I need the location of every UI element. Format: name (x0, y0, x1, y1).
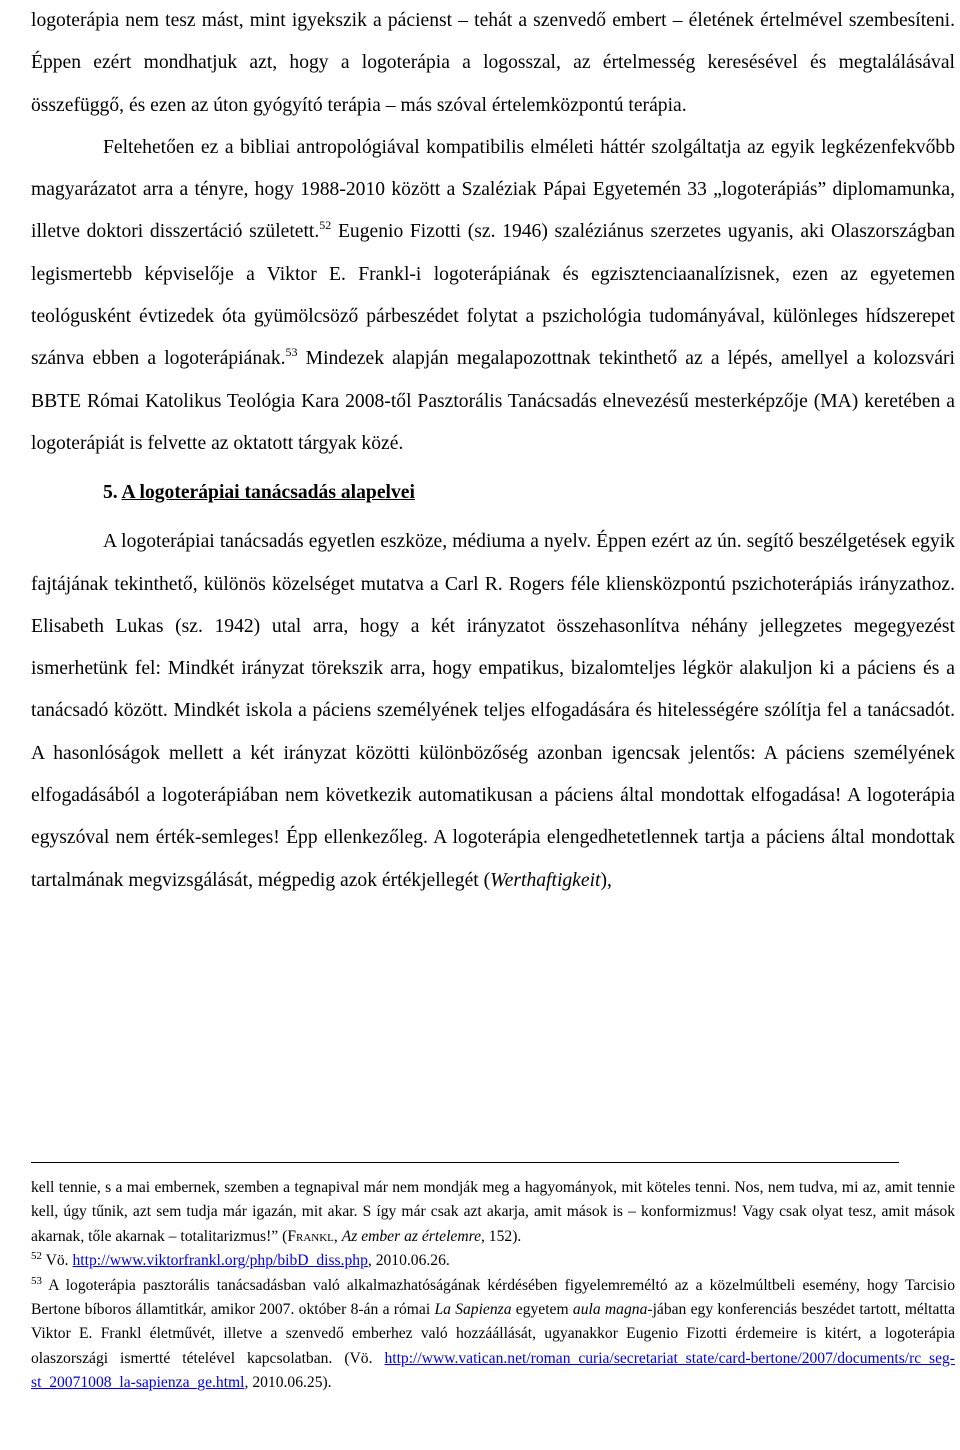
footnote-text: kell tennie, s a mai embernek, szemben a tegnapival már nem mondják meg a hagyományok, mit köteles tenni. Nos, nem tudva, mi az, amit tennie kell, úgy tűnik, azt sem tudja már igazán, mit akar. S így már csak azt akarja, amit mások is – konformizmus! Vagy csak olyat tesz, amit mások akarnak, tőle akarnak – totalitarizmus!” ( (31, 1179, 955, 1245)
book-title: Az ember az értelemre (341, 1227, 481, 1245)
footnote-link[interactable]: http://www.vatican.net/roman_curia/secretariat_state/card-bertone/2007/documents/rc_seg-st_20071008_la-sapienza_ge.html (31, 1349, 955, 1392)
footnote-text: , 2010.06.26. (367, 1252, 450, 1270)
footnote-text: , 2010.06.25). (244, 1374, 332, 1392)
italic-term: La Sapienza (434, 1301, 512, 1319)
footnote-text: egyetem (511, 1301, 573, 1319)
footnote-53 (31, 1274, 955, 1396)
footnote-text: A logoterápia pasztorális tanácsadásban való alkalmazhatóságának kérdésében figyelemreméltó az a közelmúltbeli esemény, hogy Tarcisio Bertone bíboros államtitkár, amikor 2007. október 8-án a római (31, 1276, 955, 1319)
footnote-continuation (31, 1176, 955, 1249)
footnote-text: -jában egy konferenciás beszédet tartott, méltatta Viktor E. Frankl életművét, illetve a szenvedő emberhez való hozzáállását, ugyanakkor Eugenio Fizotti érdemeire is kitért, a logoterápia olaszországi ismertté tételével kapcsolatban. (Vö. (31, 1301, 955, 1367)
paragraph (31, 0, 955, 127)
footnote-ref[interactable]: 53 (285, 345, 298, 360)
section-number: 5. (103, 482, 118, 504)
paragraph-text: Mindezek alapján megalapozottnak tekinthető az a lépés, amellyel a kolozsvári BBTE Római Katolikus Teológia Kara 2008-től Pasztorális Tanácsadás elnevezésű mesterképzője (MA) keretében a logoterápiát is felvette az oktatott tárgyak közé. (31, 348, 955, 454)
footnote-text: Vö. (42, 1252, 73, 1270)
section-title: A logoterápiai tanácsadás alapelvei (121, 482, 415, 504)
section-heading (31, 465, 955, 521)
author-name: rankl (296, 1227, 334, 1245)
footnote-link[interactable]: http://www.viktorfrankl.org/php/bibD_diss.php (72, 1252, 368, 1270)
footnotes (31, 1176, 955, 1396)
footnote-number: 52 (31, 1250, 42, 1263)
main-text (31, 0, 955, 902)
italic-term: aula magna (572, 1301, 648, 1319)
footnote-text: , (333, 1227, 342, 1245)
footnote-separator (31, 1162, 899, 1163)
footnote-text: , 152). (481, 1227, 522, 1245)
paragraph (31, 521, 955, 902)
paragraph-text: A logoterápiai tanácsadás egyetlen eszköze, médiuma a nyelv. Éppen ezért az ún. segítő beszélgetések egyik fajtájának tekinthető, különös közelséget mutatva a Carl R. Rogers féle kliensközpontú pszichoterápiás irányzathoz. Elisabeth Lukas (sz. 1942) utal arra, hogy a két irányzatot összehasonlítva néhány jellegzetes megegyezést ismerhetünk fel: Mindkét irányzat törekszik arra, hogy empatikus, bizalomteljes légkör alakuljon ki a páciens és a tanácsadó között. Mindkét iskola a páciens személyének teljes elfogadására és hitelességére szólítja fel a tanácsadót. A hasonlóságok mellett a két irányzat közötti különbözőség azonban igencsak jelentős: A páciens személyének elfogadásából a logoterápiában nem következik automatikusan a páciens által mondottak elfogadása! A logoterápia egyszóval nem érték-semleges! Épp ellenkezőleg. A logoterápia elengedhetetlennek tartja a páciens által mondottak tartalmának megvizsgálását, mégpedig azok értékjellegét ( (31, 531, 955, 891)
author-name: F (287, 1227, 297, 1245)
paragraph-text: logoterápia nem tesz mást, mint igyekszik a pácienst – tehát a szenvedő embert – életének értelmével szembesíteni. Éppen ezért mondhatjuk azt, hogy a logoterápia a logosszal, az értelmesség keresésével és megtalálásával összefüggő, és ezen az úton gyógyító terápia – más szóval értelemközpontú terápia. (31, 10, 955, 116)
footnote-number: 53 (31, 1274, 42, 1287)
paragraph-text: Feltehetően ez a bibliai antropológiával kompatibilis elméleti háttér szolgáltatja az egyik legkézenfekvőbb magyarázatot arra a tényre, hogy 1988-2010 között a Szaléziak Pápai Egyetemén 33 „logoterápiás” diplomamunka, illetve doktori disszertáció született. (31, 136, 955, 243)
paragraph-text: ), (600, 869, 612, 891)
italic-term: Werthaftigkeit (490, 869, 601, 891)
footnote-52 (31, 1249, 955, 1273)
footnote-ref[interactable]: 52 (319, 218, 332, 233)
paragraph-text: Eugenio Fizotti (sz. 1946) szaléziánus szerzetes ugyanis, aki Olaszországban legismertebb képviselője a Viktor E. Frankl-i logoterápiának és egzisztenciaanalízisnek, ezen az egyetemen teológusként évtizedek óta gyümölcsöző párbeszédet folytat a pszichológia tudományával, különleges hídszerepet szánva ebben a logoterápiának. (31, 221, 955, 370)
paragraph (31, 127, 955, 465)
